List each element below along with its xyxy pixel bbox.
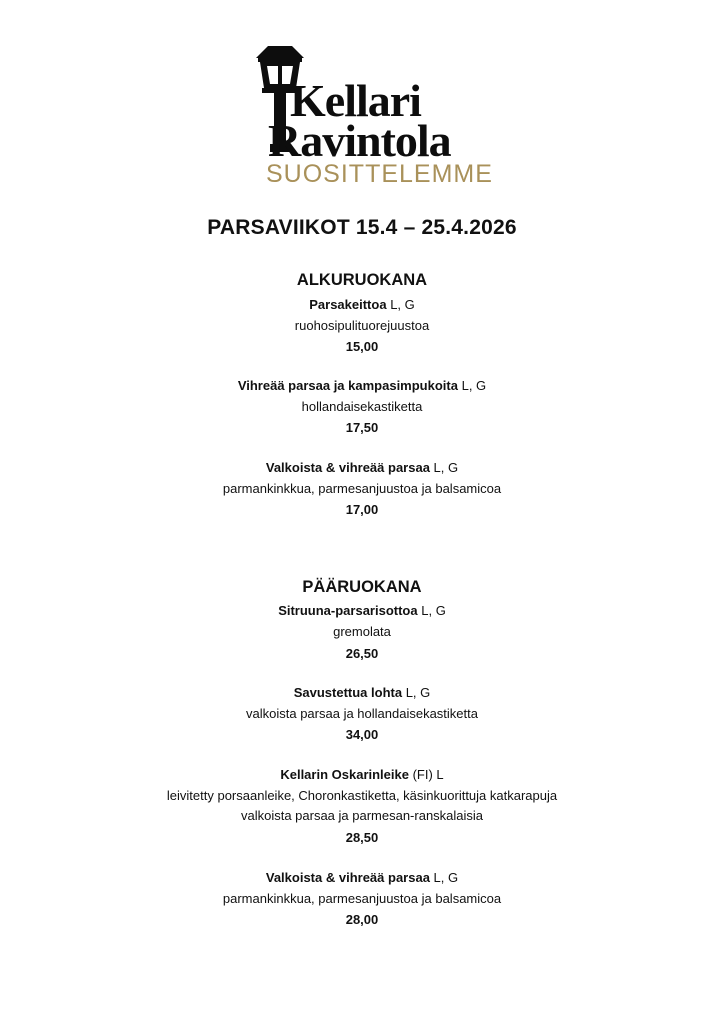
starters-heading: ALKURUOKANA: [296, 271, 428, 289]
main-3-description: leivitetty porsaanleike, Choronkastiketta, käsinkuorittuja katkarapuja: [166, 788, 558, 803]
diet-label: L, G: [433, 870, 459, 885]
diet-label: L, G: [390, 297, 415, 312]
main-3-title: [0, 767, 724, 783]
dish-name: Valkoista & vihreää parsaa: [265, 870, 430, 885]
diet-label: L, G: [421, 603, 446, 618]
main-2-price: 34,00: [345, 727, 379, 742]
dish-name: Sitruuna-parsarisottoa: [278, 603, 418, 618]
brand-line-1: Kellari: [290, 75, 421, 126]
starter-1-price: 15,00: [345, 339, 379, 354]
main-4-description: parmankinkkua, parmesanjuustoa ja balsamicoa: [222, 891, 502, 906]
brand-tagline: SUOSITTELEMME: [266, 160, 493, 188]
starter-2-price: 17,50: [345, 420, 379, 435]
brand-logo: [250, 44, 493, 189]
main-2-title: [0, 685, 724, 701]
main-1-title: [0, 603, 724, 619]
starter-3-price: 17,00: [345, 502, 379, 517]
main-2-description: valkoista parsaa ja hollandaisekastiketta: [246, 706, 478, 721]
starter-2-description: hollandaisekastiketta: [301, 399, 423, 414]
mains-heading: PÄÄRUOKANA: [302, 578, 422, 596]
main-4-title: [0, 870, 724, 886]
diet-label: (FI) L: [412, 767, 444, 782]
dish-name: Kellarin Oskarinleike: [280, 767, 409, 782]
starter-1-description: ruohosipulituorejuustoa: [294, 318, 430, 333]
main-3-price: 28,50: [345, 830, 379, 845]
starter-3-title: [0, 460, 724, 476]
starter-3-description: parmankinkkua, parmesanjuustoa ja balsamicoa: [222, 481, 502, 496]
dish-name: Vihreää parsaa ja kampasimpukoita: [237, 378, 458, 393]
dish-name: Parsakeittoa: [309, 297, 387, 312]
menu-title: PARSAVIIKOT 15.4 – 25.4.2026: [207, 216, 517, 239]
main-1-description: gremolata: [333, 624, 391, 639]
dish-name: Valkoista & vihreää parsaa: [265, 460, 430, 475]
brand-line-2: Ravintola: [268, 115, 451, 166]
diet-label: L, G: [433, 460, 459, 475]
dish-name: Savustettua lohta: [293, 685, 403, 700]
diet-label: L, G: [405, 685, 431, 700]
starter-1-title: [0, 297, 724, 313]
diet-label: L, G: [461, 378, 487, 393]
main-1-price: 26,50: [345, 646, 379, 661]
starter-2-title: [0, 378, 724, 394]
main-4-price: 28,00: [345, 912, 379, 927]
main-3-description-2: valkoista parsaa ja parmesan-ranskalaisia: [240, 808, 484, 823]
